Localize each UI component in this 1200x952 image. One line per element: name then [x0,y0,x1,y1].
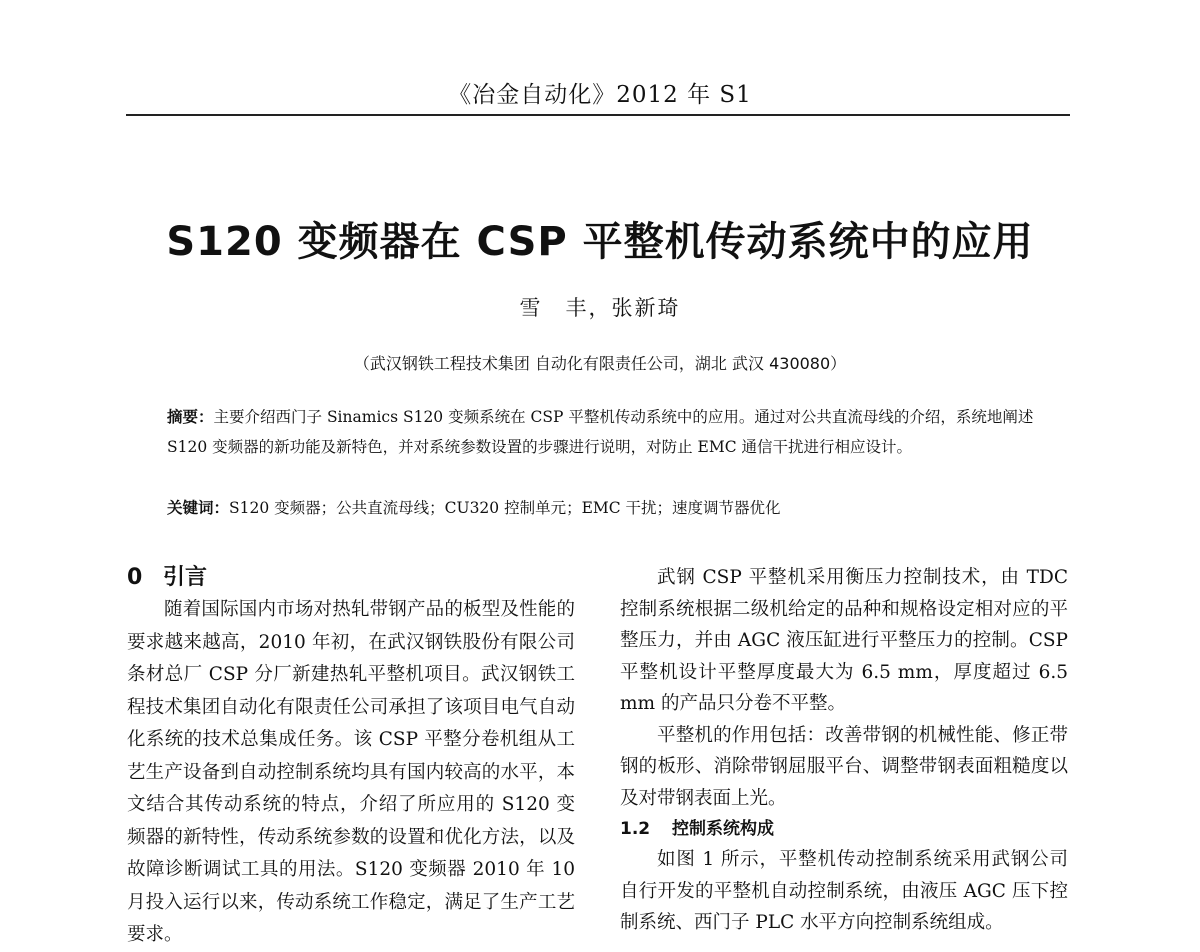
journal-header: 《冶金自动化》2012 年 S1 [448,82,752,108]
paper-title: S120 变频器在 CSP 平整机传动系统中的应用 [166,219,1034,265]
left-column [127,562,575,952]
section-title: 引言 [163,565,208,590]
subsection-title: 控制系统构成 [672,819,774,839]
right-column [620,562,1068,939]
paragraph-pressure-control: 武钢 CSP 平整机采用衡压力控制技术，由 TDC 控制系统根据二级机给定的品种和规格设定相对应的平整压力，并由 AGC 液压缸进行平整压力的控制。CSP 平整机设计平整厚度最大为 6.5 mm，厚度超过 6.5 mm 的产品只分卷不平整。 [620,567,1068,714]
subsection-number: 1.2 [620,819,651,839]
intro-paragraph: 随着国际国内市场对热轧带钢产品的板型及性能的要求越来越高，2010 年初，在武汉钢铁股份有限公司条材总厂 CSP 分厂新建热轧平整机项目。武汉钢铁工程技术集团自动化有限责任公司承担了该项目电气自动化系统的技术总集成任务。该 CSP 平整分卷机组从工艺生产设备到自动控制系统均具有国内较高的水平，本文结合其传动系统的特点，介绍了所应用的 S120 变频器的新特性，传动系统参数的设置和优化方法，以及故障诊断调试工具的用法。S120 变频器 2010 年 10 月投入运行以来，传动系统工作稳定，满足了生产工艺要求。 [127,599,575,945]
abstract [167,402,1047,462]
section-number: 0 [127,565,143,590]
affiliation: （武汉钢铁工程技术集团 自动化有限责任公司，湖北 武汉 430080） [353,354,847,373]
authors: 雪 丰，张新琦 [519,296,681,320]
keywords-text: S120 变频器；公共直流母线；CU320 控制单元；EMC 干扰；速度调节器优化 [229,499,781,517]
abstract-label: 摘要： [167,408,214,426]
keywords [167,494,1047,522]
abstract-text: 主要介绍西门子 Sinamics S120 变频系统在 CSP 平整机传动系统中的应用。通过对公共直流母线的介绍，系统地阐述 S120 变频器的新功能及新特色，并对系统参数设置的步骤进行说明，对防止 EMC 通信干扰进行相应设计。 [167,408,1034,456]
subsection-heading [620,814,1068,844]
header-rule [126,114,1070,116]
section-heading [127,562,575,594]
paragraph-function: 平整机的作用包括：改善带钢的机械性能、修正带钢的板形、消除带钢屈服平台、调整带钢表面粗糙度以及对带钢表面上光。 [620,724,1068,809]
keywords-label: 关键词： [167,499,230,517]
paragraph-control-system: 如图 1 所示，平整机传动控制系统采用武钢公司自行开发的平整机自动控制系统，由液压 AGC 压下控制系统、西门子 PLC 水平方向控制系统组成。 [620,849,1068,933]
